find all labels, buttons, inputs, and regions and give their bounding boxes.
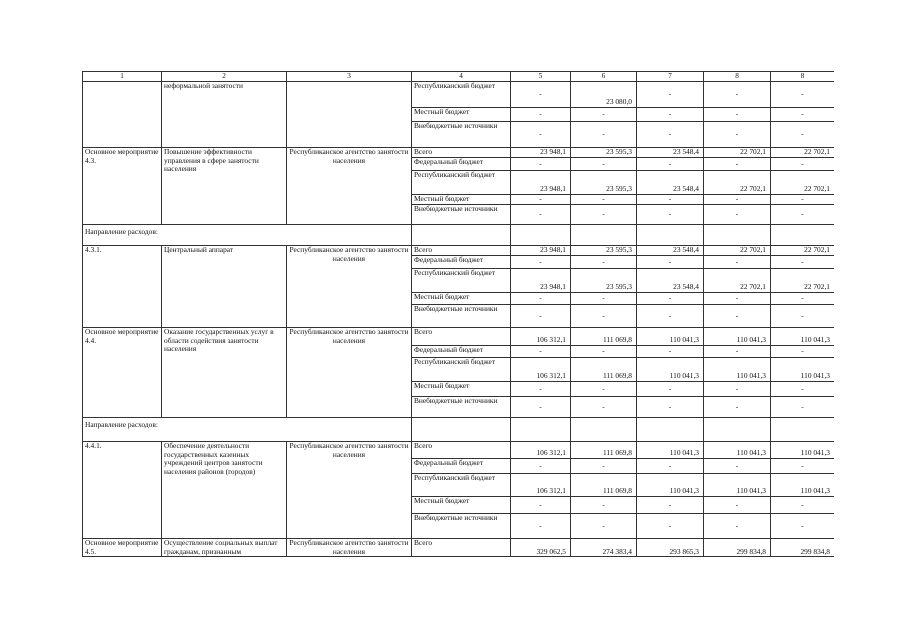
empty-cell	[571, 225, 637, 246]
activity-code-cell: 4.4.1.	[83, 442, 162, 539]
dash-cell: -	[704, 397, 771, 418]
funding-source-cell: Всего	[412, 442, 511, 459]
value-cell: 22 702,1	[704, 171, 771, 195]
funding-source-cell: Всего	[412, 148, 511, 158]
dash-cell: -	[511, 346, 571, 358]
value-cell: 23 548,4	[637, 246, 704, 256]
dash-cell: -	[704, 305, 771, 328]
value-cell: 110 041,3	[704, 328, 771, 346]
value-cell: 23 948,1	[511, 148, 571, 158]
dash-cell: -	[511, 497, 571, 514]
value-cell: 110 041,3	[637, 442, 704, 459]
dash-cell: -	[571, 497, 637, 514]
dash-cell: -	[704, 497, 771, 514]
agency-cell: Республиканское агентство занятости населения	[287, 246, 412, 328]
dash-cell: -	[771, 158, 835, 171]
budget-table	[82, 71, 834, 557]
table-row	[83, 328, 835, 346]
dash-cell: -	[571, 293, 637, 305]
funding-source-cell: Республиканский бюджет	[412, 269, 511, 293]
dash-cell: -	[771, 514, 835, 539]
dash-cell: -	[571, 459, 637, 474]
activity-name-cell: Повышение эффективности управления в сфере занятости населения	[162, 148, 287, 225]
value-cell: 23 948,1	[511, 171, 571, 195]
dash-cell: -	[771, 459, 835, 474]
activity-name-cell: неформальной занятости	[162, 82, 287, 148]
dash-cell: -	[704, 158, 771, 171]
dash-cell: -	[771, 397, 835, 418]
value-cell: 110 041,3	[704, 442, 771, 459]
value-cell: 23 548,4	[637, 171, 704, 195]
agency-cell: Республиканское агентство занятости населения	[287, 539, 412, 557]
header-cell: 7	[637, 72, 704, 82]
value-cell: 110 041,3	[637, 474, 704, 497]
value-cell: 329 062,5	[511, 539, 571, 557]
empty-cell	[412, 225, 511, 246]
value-cell: 22 702,1	[771, 269, 835, 293]
empty-cell	[704, 418, 771, 442]
value-cell: 22 702,1	[771, 171, 835, 195]
dash-cell: -	[571, 158, 637, 171]
funding-source-cell: Местный бюджет	[412, 497, 511, 514]
value-cell: 23 548,4	[637, 148, 704, 158]
empty-cell	[771, 418, 835, 442]
funding-source-cell: Республиканский бюджет	[412, 358, 511, 382]
value-cell: 23 595,3	[571, 246, 637, 256]
activity-name-cell: Осуществление социальных выплат гражданам, признанным	[162, 539, 287, 557]
dash-cell: -	[637, 305, 704, 328]
direction-label: Направление расходов:	[83, 225, 412, 246]
dash-cell: -	[637, 459, 704, 474]
agency-cell: Республиканское агентство занятости населения	[287, 442, 412, 539]
dash-cell: -	[511, 514, 571, 539]
empty-cell	[511, 225, 571, 246]
dash-cell: -	[771, 305, 835, 328]
dash-cell: -	[637, 108, 704, 122]
dash-cell: -	[637, 346, 704, 358]
dash-cell: -	[637, 205, 704, 225]
value-cell: 23 548,4	[637, 269, 704, 293]
funding-source-cell: Всего	[412, 328, 511, 346]
dash-cell: -	[571, 108, 637, 122]
header-row	[83, 72, 835, 82]
table-row	[83, 82, 835, 108]
header-cell: 2	[162, 72, 287, 82]
dash-cell: -	[571, 514, 637, 539]
value-cell: 23 595,3	[571, 148, 637, 158]
value-cell: 110 041,3	[771, 442, 835, 459]
activity-code-cell: 4.3.1.	[83, 246, 162, 328]
empty-cell	[704, 225, 771, 246]
activity-code-cell: Основное мероприятие 4.3.	[83, 148, 162, 225]
value-cell: 22 702,1	[771, 148, 835, 158]
header-cell: 5	[511, 72, 571, 82]
dash-cell: -	[637, 293, 704, 305]
direction-row	[83, 225, 835, 246]
value-cell: 23 080,0	[571, 82, 637, 108]
budget-table-sheet	[82, 71, 834, 567]
agency-cell: Республиканское агентство занятости населения	[287, 148, 412, 225]
funding-source-cell: Республиканский бюджет	[412, 474, 511, 497]
dash-cell: -	[511, 459, 571, 474]
funding-source-cell: Всего	[412, 539, 511, 557]
dash-cell: -	[771, 256, 835, 269]
dash-cell: -	[637, 122, 704, 148]
funding-source-cell: Федеральный бюджет	[412, 346, 511, 358]
dash-cell: -	[771, 382, 835, 397]
funding-source-cell: Федеральный бюджет	[412, 256, 511, 269]
dash-cell: -	[637, 497, 704, 514]
value-cell: 106 312,1	[511, 442, 571, 459]
table-row	[83, 539, 835, 557]
dash-cell: -	[637, 514, 704, 539]
value-cell: 22 702,1	[704, 269, 771, 293]
value-cell: 299 834,8	[771, 539, 835, 557]
dash-cell: -	[771, 195, 835, 205]
dash-cell: -	[704, 108, 771, 122]
dash-cell: -	[511, 382, 571, 397]
dash-cell: -	[704, 205, 771, 225]
table-row	[83, 148, 835, 158]
dash-cell: -	[704, 122, 771, 148]
value-cell: 111 069,8	[571, 442, 637, 459]
dash-cell: -	[771, 497, 835, 514]
dash-cell: -	[637, 397, 704, 418]
empty-cell	[637, 418, 704, 442]
empty-cell	[511, 418, 571, 442]
agency-cell: Республиканское агентство занятости населения	[287, 328, 412, 418]
dash-cell: -	[571, 256, 637, 269]
dash-cell: -	[571, 205, 637, 225]
dash-cell: -	[571, 122, 637, 148]
funding-source-cell: Республиканский бюджет	[412, 82, 511, 108]
empty-cell	[412, 418, 511, 442]
value-cell: 110 041,3	[771, 358, 835, 382]
dash-cell: -	[704, 82, 771, 108]
header-cell: 6	[571, 72, 637, 82]
header-cell: 3	[287, 72, 412, 82]
activity-code-cell: Основное мероприятие 4.4.	[83, 328, 162, 418]
dash-cell: -	[511, 195, 571, 205]
funding-source-cell: Местный бюджет	[412, 195, 511, 205]
dash-cell: -	[571, 305, 637, 328]
dash-cell: -	[571, 397, 637, 418]
dash-cell: -	[637, 195, 704, 205]
dash-cell: -	[511, 205, 571, 225]
value-cell: 110 041,3	[704, 358, 771, 382]
agency-cell	[287, 82, 412, 148]
dash-cell: -	[771, 346, 835, 358]
value-cell: 111 069,8	[571, 328, 637, 346]
value-cell: 23 595,3	[571, 171, 637, 195]
dash-cell: -	[637, 82, 704, 108]
direction-row	[83, 418, 835, 442]
dash-cell: -	[704, 346, 771, 358]
value-cell: 111 069,8	[571, 474, 637, 497]
direction-label: Направление расходов:	[83, 418, 412, 442]
dash-cell: -	[704, 382, 771, 397]
dash-cell: -	[704, 256, 771, 269]
value-cell: 22 702,1	[704, 246, 771, 256]
header-cell: 4	[412, 72, 511, 82]
value-cell: 110 041,3	[771, 328, 835, 346]
value-cell: 274 383,4	[571, 539, 637, 557]
value-cell: 23 948,1	[511, 246, 571, 256]
funding-source-cell: Внебюджетные источники	[412, 397, 511, 418]
funding-source-cell: Внебюджетные источники	[412, 122, 511, 148]
dash-cell: -	[704, 459, 771, 474]
funding-source-cell: Республиканский бюджет	[412, 171, 511, 195]
activity-name-cell: Центральный аппарат	[162, 246, 287, 328]
value-cell: 110 041,3	[637, 358, 704, 382]
value-cell: 293 865,3	[637, 539, 704, 557]
funding-source-cell: Всего	[412, 246, 511, 256]
value-cell: 23 595,3	[571, 269, 637, 293]
dash-cell: -	[511, 305, 571, 328]
dash-cell: -	[511, 108, 571, 122]
dash-cell: -	[571, 346, 637, 358]
value-cell: 22 702,1	[704, 148, 771, 158]
dash-cell: -	[704, 293, 771, 305]
dash-cell: -	[571, 382, 637, 397]
dash-cell: -	[771, 122, 835, 148]
dash-cell: -	[511, 158, 571, 171]
header-cell: 8	[771, 72, 835, 82]
dash-cell: -	[637, 158, 704, 171]
dash-cell: -	[771, 82, 835, 108]
header-cell: 1	[83, 72, 162, 82]
activity-code-cell	[83, 82, 162, 148]
dash-cell: -	[511, 122, 571, 148]
value-cell: 23 948,1	[511, 269, 571, 293]
funding-source-cell: Внебюджетные источники	[412, 514, 511, 539]
value-cell: 111 069,8	[571, 358, 637, 382]
funding-source-cell: Внебюджетные источники	[412, 205, 511, 225]
funding-source-cell: Федеральный бюджет	[412, 158, 511, 171]
dash-cell: -	[511, 293, 571, 305]
funding-source-cell: Местный бюджет	[412, 108, 511, 122]
dash-cell: -	[637, 382, 704, 397]
value-cell: 106 312,1	[511, 328, 571, 346]
dash-cell: -	[771, 108, 835, 122]
value-cell: 106 312,1	[511, 358, 571, 382]
value-cell: 22 702,1	[771, 246, 835, 256]
header-cell: 8	[704, 72, 771, 82]
dash-cell: -	[771, 293, 835, 305]
activity-code-cell: Основное мероприятие 4.5.	[83, 539, 162, 557]
dash-cell: -	[704, 195, 771, 205]
dash-cell: -	[771, 205, 835, 225]
dash-cell: -	[511, 256, 571, 269]
value-cell: 110 041,3	[704, 474, 771, 497]
table-row	[83, 442, 835, 459]
funding-source-cell: Местный бюджет	[412, 382, 511, 397]
value-cell: 299 834,8	[704, 539, 771, 557]
value-cell: 106 312,1	[511, 474, 571, 497]
funding-source-cell: Местный бюджет	[412, 293, 511, 305]
dash-cell: -	[571, 195, 637, 205]
table-row	[83, 246, 835, 256]
value-cell: 110 041,3	[771, 474, 835, 497]
dash-cell: -	[511, 397, 571, 418]
dash-cell: -	[704, 514, 771, 539]
activity-name-cell: Оказание государственных услуг в области содействия занятости населения	[162, 328, 287, 418]
funding-source-cell: Федеральный бюджет	[412, 459, 511, 474]
dash-cell: -	[637, 256, 704, 269]
activity-name-cell: Обеспечение деятельности государственных казенных учреждений центров занятости населения районов (городов)	[162, 442, 287, 539]
funding-source-cell: Внебюджетные источники	[412, 305, 511, 328]
dash-cell: -	[511, 82, 571, 108]
value-cell: 110 041,3	[637, 328, 704, 346]
empty-cell	[637, 225, 704, 246]
empty-cell	[571, 418, 637, 442]
empty-cell	[771, 225, 835, 246]
